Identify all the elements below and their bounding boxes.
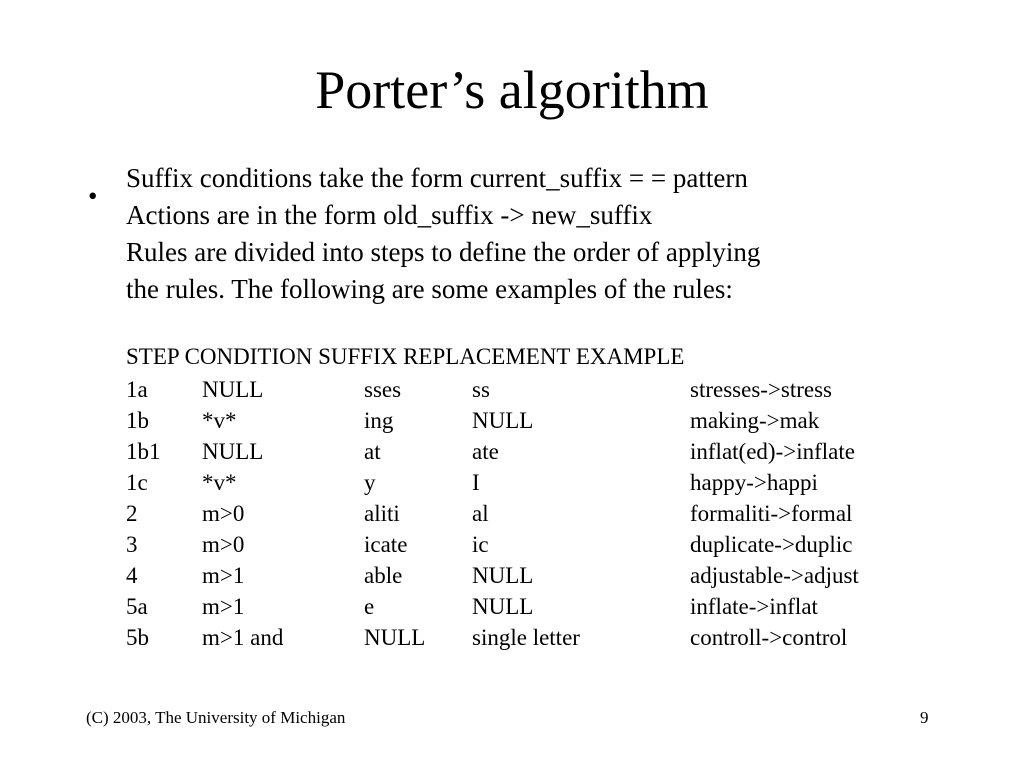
cell-replacement: ss (472, 377, 490, 402)
paragraph-line: Suffix conditions take the form current_suffix = = pattern (126, 163, 748, 193)
cell-step: 1b1 (126, 439, 161, 464)
cell-suffix: able (364, 563, 403, 588)
cell-step: 1c (126, 470, 148, 495)
cell-example: formaliti->formal (690, 501, 853, 526)
cell-suffix: icate (364, 532, 408, 557)
cell-step: 2 (126, 501, 138, 526)
cell-replacement: ic (472, 532, 489, 557)
cell-condition: m>0 (202, 501, 245, 526)
cell-step: 3 (126, 532, 138, 557)
cell-step: 1b (126, 408, 149, 433)
cell-condition: m>0 (202, 532, 245, 557)
cell-suffix: at (364, 439, 381, 464)
cell-condition: m>1 (202, 594, 245, 619)
cell-step: 1a (126, 377, 148, 402)
cell-suffix: ing (364, 408, 394, 433)
cell-condition: *v* (202, 470, 237, 495)
cell-condition: m>1 (202, 563, 245, 588)
cell-suffix: sses (364, 377, 402, 402)
cell-example: stresses->stress (690, 377, 833, 402)
table-header: STEP CONDITION SUFFIX REPLACEMENT EXAMPLE (126, 344, 685, 369)
cell-condition: m>1 and (202, 625, 284, 650)
table-row (126, 405, 820, 436)
table-row (126, 560, 859, 591)
paragraph-line: Rules are divided into steps to define the order of applying (126, 237, 761, 267)
slide-title: Porter’s algorithm (315, 60, 709, 120)
bullet-paragraph (126, 160, 1006, 308)
table-row (126, 498, 853, 529)
table-row (126, 622, 848, 653)
page-number: 9 (920, 708, 929, 727)
table-row (126, 529, 853, 560)
paragraph-line: Actions are in the form old_suffix -> new_suffix (126, 200, 653, 230)
cell-example: adjustable->adjust (690, 563, 859, 588)
cell-replacement: NULL (472, 594, 534, 619)
cell-replacement: single letter (472, 625, 580, 650)
table-row (126, 591, 818, 622)
bullet-icon: • (88, 181, 98, 211)
cell-replacement: NULL (472, 563, 534, 588)
cell-example: happy->happi (690, 470, 818, 495)
cell-suffix: aliti (364, 501, 400, 526)
cell-condition: *v* (202, 408, 237, 433)
cell-replacement: NULL (472, 408, 534, 433)
cell-condition: NULL (202, 439, 264, 464)
cell-step: 4 (126, 563, 138, 588)
rules-table (126, 340, 859, 653)
cell-step: 5a (126, 594, 148, 619)
table-row (126, 436, 855, 467)
cell-replacement: al (472, 501, 489, 526)
cell-example: inflat(ed)->inflate (690, 439, 855, 464)
cell-example: duplicate->duplic (690, 532, 853, 557)
table-row (126, 374, 833, 405)
cell-suffix: y (364, 470, 376, 495)
cell-replacement: ate (472, 439, 499, 464)
cell-example: inflate->inflat (690, 594, 818, 619)
table-body (126, 374, 859, 653)
cell-suffix: NULL (364, 625, 426, 650)
cell-condition: NULL (202, 377, 264, 402)
cell-suffix: e (364, 594, 375, 619)
footer-copyright: (C) 2003, The University of Michigan (86, 708, 346, 727)
cell-step: 5b (126, 625, 149, 650)
cell-example: controll->control (690, 625, 848, 650)
cell-example: making->mak (690, 408, 820, 433)
cell-replacement: I (472, 470, 480, 495)
table-row (126, 467, 818, 498)
paragraph-line: the rules. The following are some examples of the rules: (126, 274, 733, 304)
